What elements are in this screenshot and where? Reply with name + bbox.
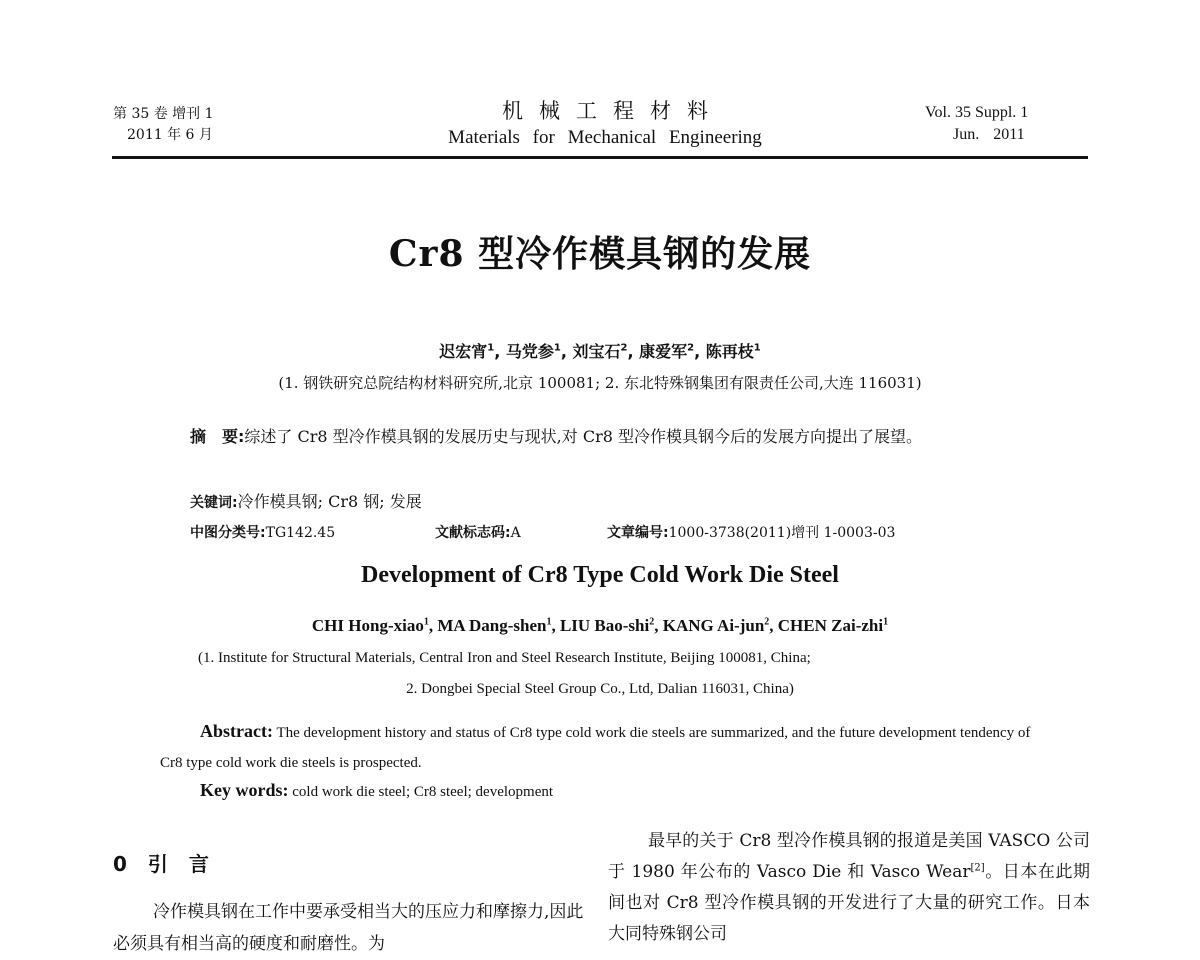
abstract-label-en: Abstract:	[200, 721, 273, 741]
affiliation-en-line-1: (1. Institute for Structural Materials, Central Iron and Steel Research Institute, Beijing 100081, China;	[198, 650, 811, 666]
author-en: CHI Hong-xiao	[311, 616, 424, 635]
affiliation-en-line-2: 2. Dongbei Special Steel Group Co., Ltd, Dalian 116031, China)	[406, 681, 794, 697]
journal-name-en: Materials for Mechanical Engineering	[448, 127, 762, 148]
body-right-text-cont: 。日本在此期间也对 Cr8 型冷作模具钢的开发进行了大量的研究工作。日本大同特殊钢公司	[608, 862, 1090, 944]
header-volume-en: Vol. 35 Suppl. 1	[925, 104, 1029, 121]
header-volume-en-block	[925, 102, 1028, 146]
author-cn: 刘宝石	[572, 342, 621, 361]
paper-title-cn: Cr8 型冷作模具钢的发展	[388, 233, 812, 275]
clc-label: 中图分类号:	[190, 525, 266, 541]
document-code: A	[510, 525, 521, 541]
author-affiliation-mark: 1	[487, 342, 495, 354]
keywords-en	[200, 780, 553, 801]
classification-row	[190, 522, 895, 542]
abstract-cn	[145, 421, 1065, 453]
author-affiliation-mark: 1	[883, 616, 889, 628]
keywords-label-cn: 关键词:	[190, 495, 238, 511]
citation-ref: [2]	[970, 862, 985, 874]
body-column-left: 冷作模具钢在工作中要承受相当大的压应力和摩擦力,因此必须具有相当高的硬度和耐磨性。为	[113, 902, 584, 954]
author-cn: 康爱军	[639, 342, 688, 361]
keywords-text-cn: 冷作模具钢; Cr8 钢; 发展	[237, 492, 422, 511]
authors-en: CHI Hong-xiao$^1$, MA Dang-shen$^1$, LIU Bao-shi$^2$, KANG Ai-jun$^2$, CHEN Zai-zhi$^1$	[311, 616, 889, 635]
author-affiliation-mark: 1	[546, 616, 552, 628]
author-cn: 迟宏宵	[439, 342, 488, 361]
journal-name-block	[400, 96, 810, 150]
journal-name-cn: 机械工程材料	[502, 99, 724, 123]
keywords-cn	[190, 489, 422, 512]
document-code-label: 文献标志码:	[435, 525, 511, 541]
abstract-en	[160, 716, 1055, 778]
authors-cn: 迟宏宵$^1$, 马党参$^1$, 刘宝石$^2$, 康爱军$^2$, 陈再枝$^1$	[439, 342, 761, 361]
paper-title-en: Development of Cr8 Type Cold Work Die Steel	[361, 562, 839, 588]
author-en: MA Dang-shen	[437, 616, 547, 635]
author-affiliation-mark: 1	[553, 342, 561, 354]
author-cn: 陈再枝	[705, 342, 754, 361]
author-affiliation-mark: 1	[753, 342, 761, 354]
article-number: 1000-3738(2011)增刊 1-0003-03	[668, 525, 896, 541]
header-rule	[112, 156, 1088, 159]
author-affiliation-mark: 2	[649, 616, 655, 628]
section-heading-introduction	[113, 848, 209, 877]
author-en: KANG Ai-jun	[662, 616, 765, 635]
header-volume-block	[113, 104, 214, 146]
clc-number: TG142.45	[265, 525, 336, 541]
author-cn: 马党参	[505, 342, 554, 361]
keywords-text-en: cold work die steel; Cr8 steel; development	[292, 784, 554, 800]
author-en: LIU Bao-shi	[559, 616, 650, 635]
author-affiliation-mark: 2	[620, 342, 628, 354]
abstract-text-cn: 综述了 Cr8 型冷作模具钢的发展历史与现状,对 Cr8 型冷作模具钢今后的发展方向提出了展望。	[244, 427, 922, 446]
body-right-text: 最早的关于 Cr8 型冷作模具钢的报道是美国 VASCO 公司于 1980 年公布的 Vasco Die 和 Vasco Wear	[608, 831, 1090, 882]
affiliation-cn: (1. 钢铁研究总院结构材料研究所,北京 100081; 2. 东北特殊钢集团有限责任公司,大连 116031)	[278, 374, 922, 392]
section-title: 引 言	[147, 852, 209, 876]
abstract-text-en: The development history and status of Cr8 type cold work die steels are summarized, and the future development tendency of Cr8 type cold work die steels is prospected.	[160, 725, 1031, 771]
author-affiliation-mark: 2	[764, 616, 770, 628]
header-volume-cn: 第 35 卷 增刊 1	[113, 106, 214, 122]
author-affiliation-mark: 1	[423, 616, 429, 628]
author-en: CHEN Zai-zhi	[777, 616, 884, 635]
header-date-en: Jun. 2011	[953, 126, 1025, 143]
author-affiliation-mark: 2	[687, 342, 695, 354]
article-number-label: 文章编号:	[607, 525, 669, 541]
section-number: 0	[113, 852, 127, 876]
header-date-cn: 2011 年 6 月	[127, 127, 213, 143]
keywords-label-en: Key words:	[200, 780, 289, 800]
body-column-right	[608, 826, 1090, 950]
abstract-label-cn: 摘 要:	[190, 427, 245, 446]
